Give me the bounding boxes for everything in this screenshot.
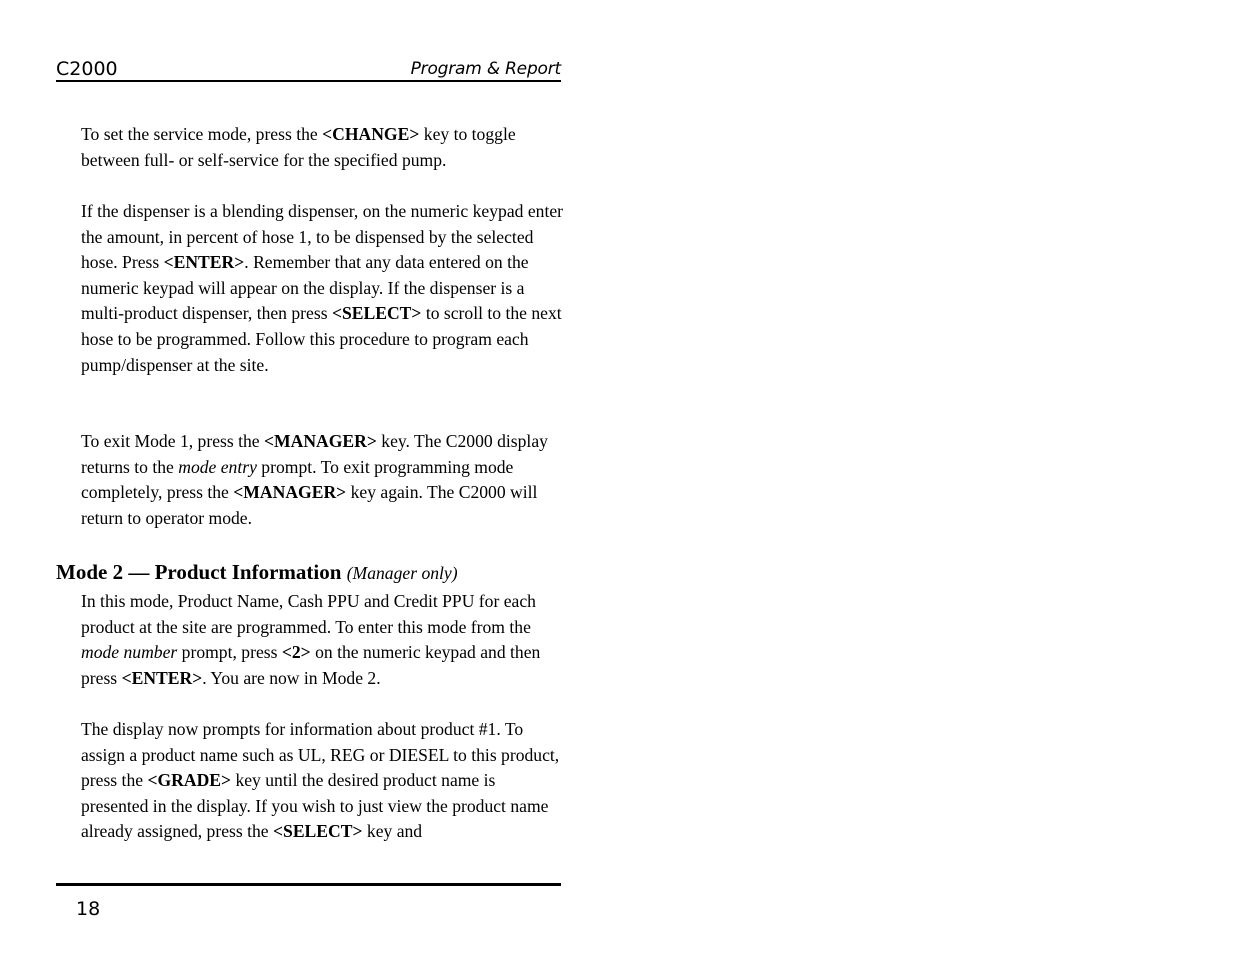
- text-run: to scroll to the next hose to be programmed. Follow this procedure to program each pump/dispenser at the site.: [81, 303, 562, 375]
- text-run: key until the desired product name is presented in the display. If you wish to just view the product name already assigned, press the: [81, 770, 549, 842]
- paragraph-exit-mode-1: [81, 429, 566, 531]
- prompt-name: mode entry: [178, 456, 257, 477]
- paragraph-blending-dispenser: [81, 199, 566, 378]
- prompt-name: mode number: [81, 642, 178, 663]
- paragraph-service-mode: [81, 122, 566, 173]
- text-run: In this mode, Product Name, Cash PPU and Credit PPU for each product at the site are programmed. To enter this mode from the: [81, 591, 536, 637]
- header-section-title: Program & Report: [410, 59, 561, 79]
- key-label: <SELECT>: [273, 821, 363, 842]
- text-run: To exit Mode 1, press the: [81, 431, 264, 451]
- text-run: key to toggle between full- or self-service for the specified pump.: [81, 124, 516, 170]
- text-run: . You are now in Mode 2.: [202, 667, 381, 688]
- heading-title: Mode 2 — Product Information: [56, 560, 342, 584]
- text-run: . Remember that any data entered on the numeric keypad will appear on the display. If the dispenser is a multi-product dispenser, then press: [81, 252, 529, 324]
- key-label: <GRADE>: [147, 770, 232, 791]
- text-run: key. The C2000 display returns to the: [81, 431, 548, 477]
- header-product-name: C2000: [56, 58, 118, 80]
- key-label: <MANAGER>: [263, 431, 377, 451]
- key-label: <SELECT>: [331, 303, 422, 324]
- page-number: 18: [76, 898, 101, 920]
- key-label: <2>: [281, 642, 311, 663]
- key-label: <MANAGER>: [233, 482, 347, 503]
- key-label: <ENTER>: [163, 252, 245, 273]
- text-run: The display now prompts for information about product #1. To assign a product name such as UL, REG or DIESEL to this product, press the: [81, 719, 560, 791]
- key-label: <CHANGE>: [322, 124, 420, 144]
- page-header: [56, 56, 561, 82]
- text-run: prompt, press: [177, 642, 282, 663]
- paragraph-product-name: [81, 717, 566, 845]
- text-run: To set the service mode, press the: [81, 124, 323, 144]
- paragraph-enter-mode-2: [81, 589, 566, 691]
- key-label: <ENTER>: [121, 667, 203, 688]
- heading-note: (Manager only): [346, 563, 458, 583]
- text-run: prompt. To exit programming mode completely, press the: [81, 456, 514, 503]
- text-run: on the numeric keypad and then press: [81, 642, 541, 688]
- text-run: If the dispenser is a blending dispenser, on the numeric keypad enter the amount, in percent of hose 1, to be dispensed by the selected hose. Press: [81, 201, 563, 273]
- text-run: key again. The C2000 will return to operator mode.: [81, 482, 538, 528]
- text-run: key and: [362, 821, 423, 842]
- section-heading-mode-2: [56, 559, 566, 586]
- footer-rule: [56, 883, 561, 886]
